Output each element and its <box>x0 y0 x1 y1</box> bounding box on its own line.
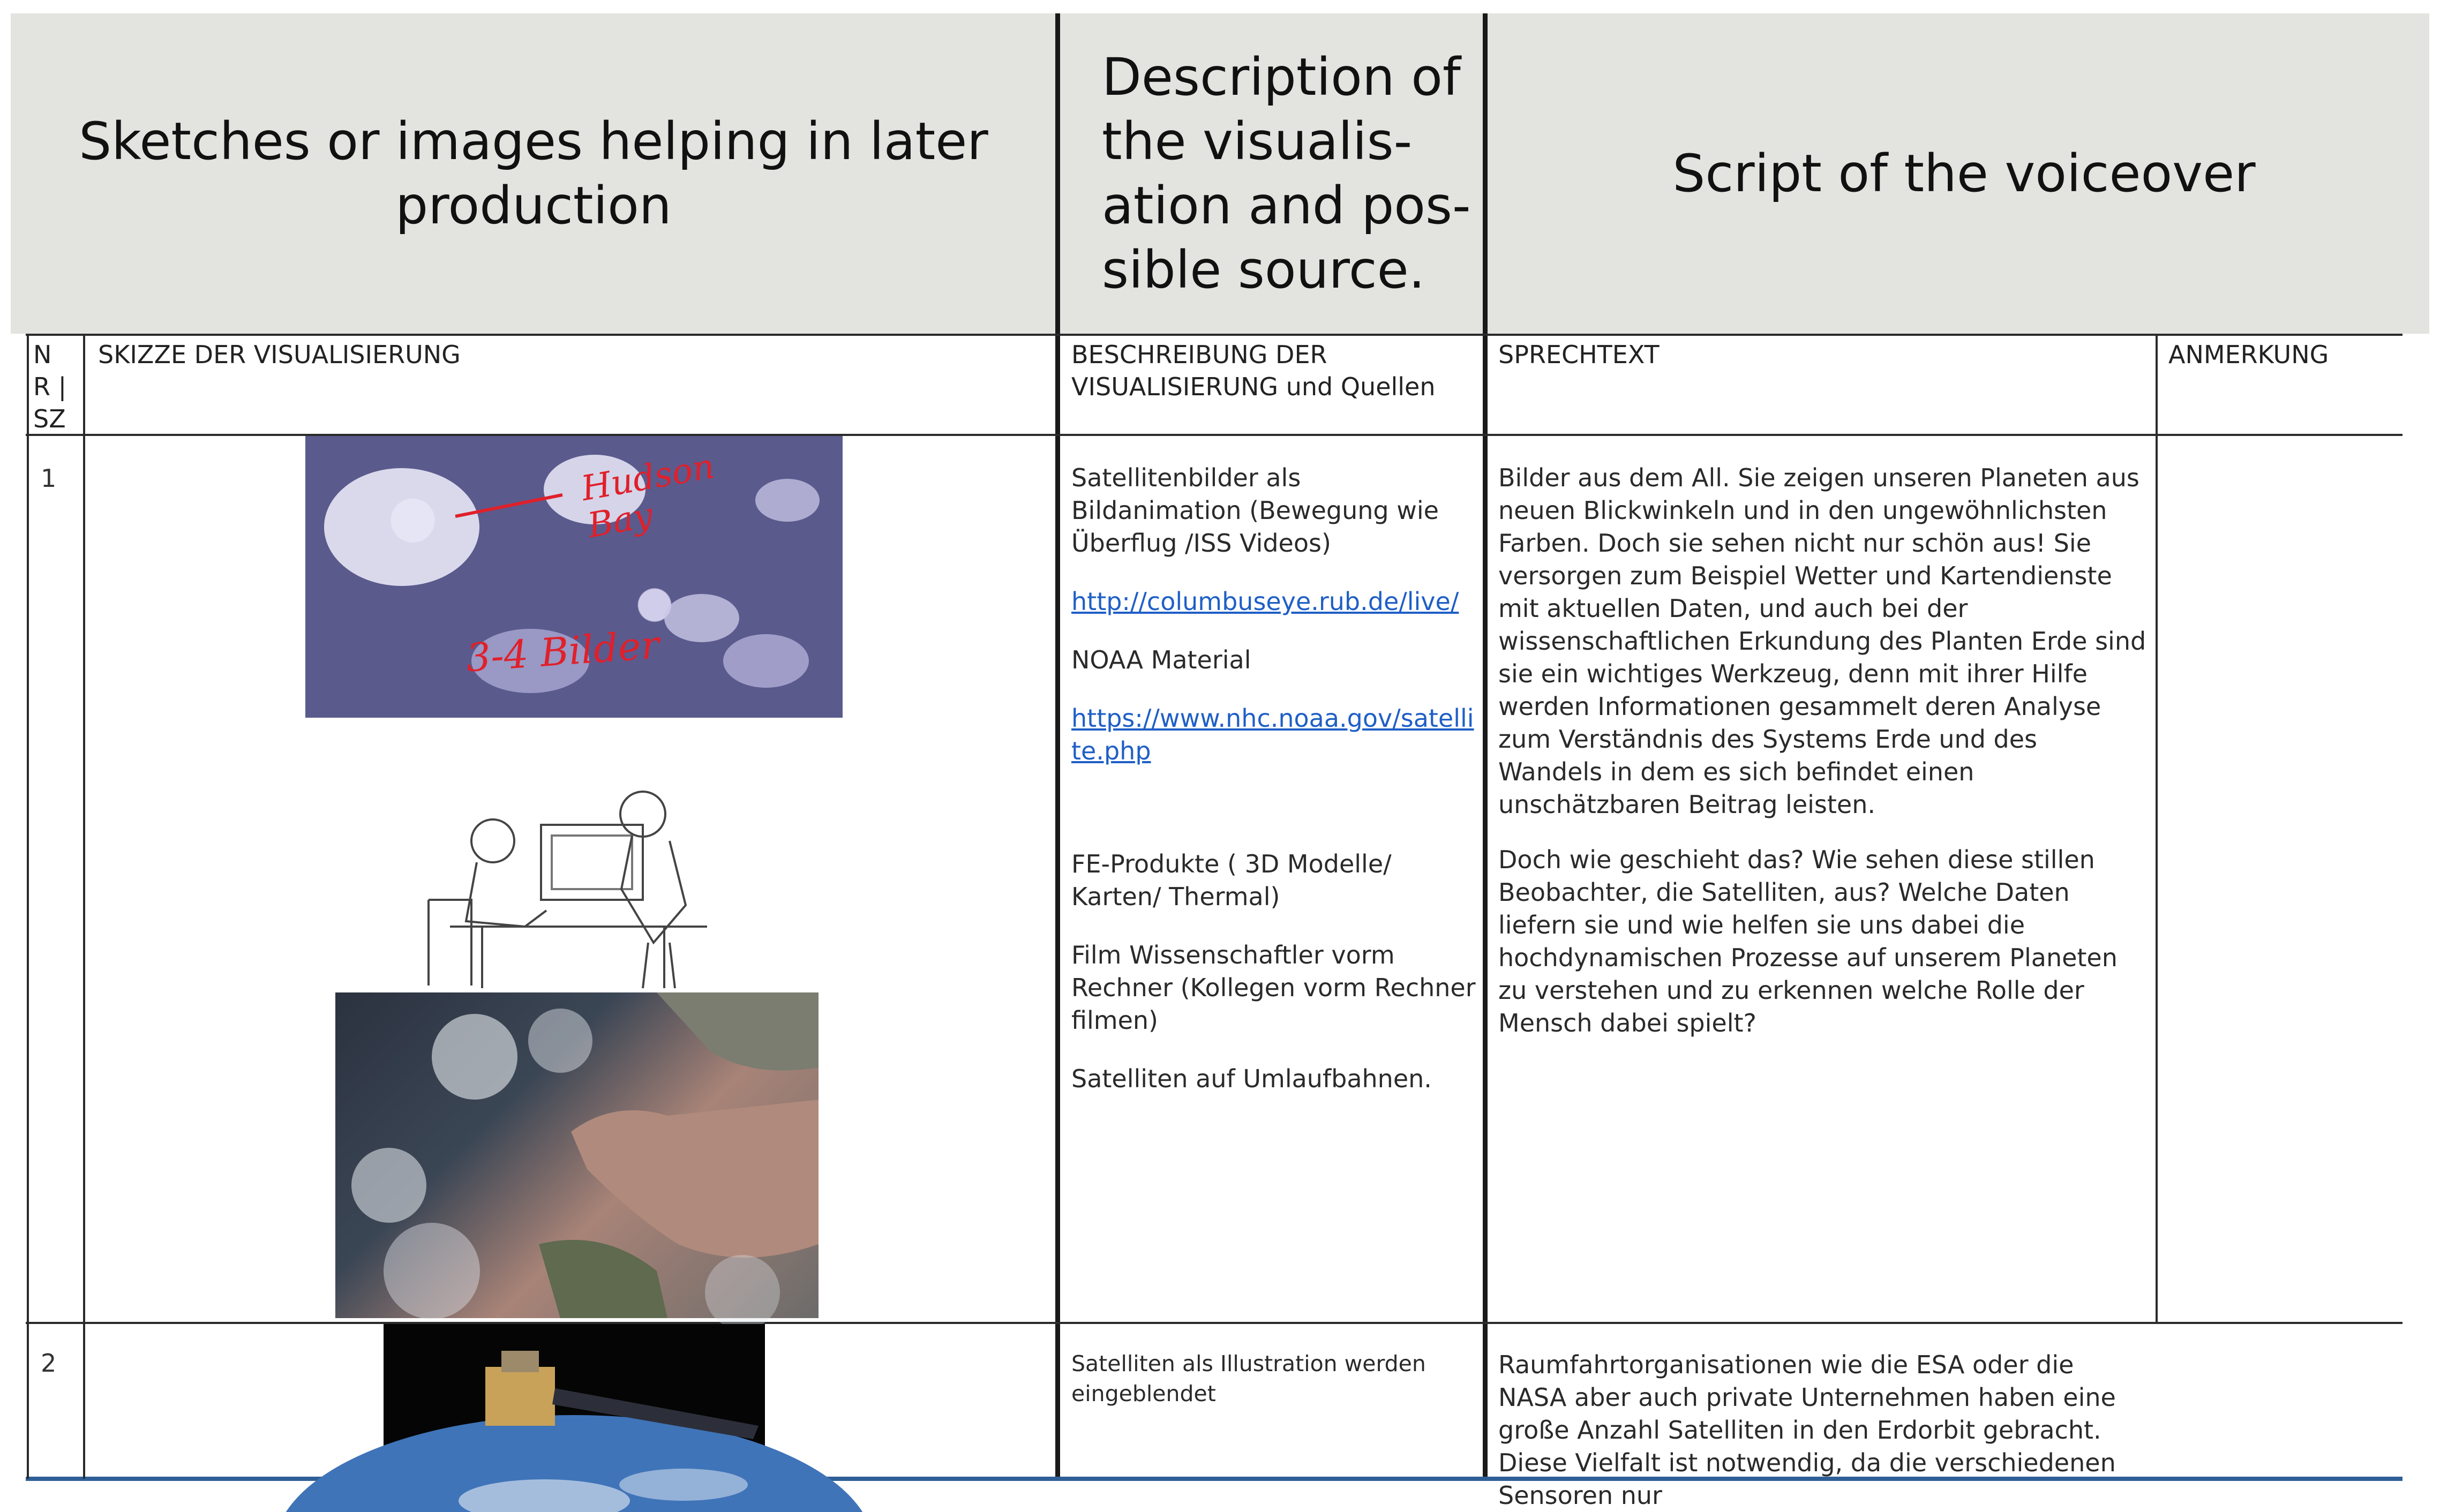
col-line-1 <box>83 334 85 1479</box>
annotation-3-4-bilder: 3-4 Bilder <box>464 622 661 681</box>
description-item: Satelliten auf Umlaufbahnen. <box>1071 1064 1432 1093</box>
header-band <box>11 13 2429 334</box>
col-line-4 <box>2156 334 2158 1322</box>
row-number: 2 <box>41 1349 57 1378</box>
header-sketches: Sketches or images helping in later production <box>79 111 988 236</box>
colhead-sketch: SKIZZE DER VISUALISIERUNG <box>98 340 461 369</box>
row-1-speech <box>1498 462 2146 1065</box>
header-divider-1 <box>1055 13 1060 1481</box>
annotation-hudson-bay: Hudson Bay <box>578 446 718 546</box>
satellite-in-orbit-image <box>384 1324 765 1477</box>
colhead-note: ANMERKUNG <box>2168 340 2329 369</box>
header-divider-2 <box>1483 13 1488 1481</box>
row-1-border <box>26 1322 2403 1324</box>
description-item: NOAA Material <box>1071 645 1251 674</box>
noaa-link[interactable]: https://www.nhc.noaa.gov/satellite.php <box>1071 704 1474 765</box>
columbuseye-link[interactable]: http://columbuseye.rub.de/live/ <box>1071 587 1459 616</box>
scientists-at-computer-sketch <box>418 782 739 991</box>
table-top-border <box>26 334 2403 336</box>
description-item: Film Wissenschaftler vorm Rechner (Kollegen vorm Rechner filmen) <box>1071 941 1476 1035</box>
description-item: Satellitenbilder als Bildanimation (Bewegung wie Überflug /ISS Videos) <box>1071 463 1439 558</box>
colhead-speech: SPRECHTEXT <box>1498 340 1660 369</box>
header-description: Description of the visualis-ation and pos-sible source. <box>1102 47 1471 300</box>
speech-paragraph: Doch wie geschieht das? Wie sehen diese stillen Beobachter, die Satelliten, aus? Welche Daten liefern sie und wie helfen sie uns dabei die hochdynamischen Prozesse auf unserem Planeten zu verstehen und zu erkennen welche Rolle der Mensch dabei spielt? <box>1498 845 2118 1037</box>
description-item: FE-Produkte ( 3D Modelle/ Karten/ Thermal) <box>1071 849 1392 911</box>
header-script: Script of the voiceover <box>1672 144 2256 204</box>
row-2-speech: Raumfahrtorganisationen wie die ESA oder die NASA aber auch private Unternehmen haben eine große Anzahl Satelliten in den Erdorbit gebracht. Diese Vielfalt ist notwendig, da die verschiedenen Sensoren nur <box>1498 1350 2116 1510</box>
colhead-description: BESCHREIBUNG DER VISUALISIERUNG und Quellen <box>1071 340 1436 401</box>
row-1-description <box>1071 462 1478 1121</box>
earth-satellite-image <box>335 992 819 1318</box>
speech-paragraph: Bilder aus dem All. Sie zeigen unseren Planeten aus neuen Blickwinkeln und in den ungewöhnlichsten Farben. Doch sie sehen nicht nur schön aus! Sie versorgen zum Beispiel Wetter und Kartendienste mit aktuellen Daten, und auch bei der wissenschaftlichen Erkundung des Planten Erde sind sie ein wichtiges Werkzeug, denn mit ihrer Hilfe werden Informationen gesammelt deren Analyse zum Verständnis des Systems Erde und des Wandels in dem es sich befindet einen unschätzbaren Beitrag leisten. <box>1498 463 2146 819</box>
colhead-nr: N R | SZ <box>33 340 67 433</box>
col-line-0 <box>27 334 29 1479</box>
row-number: 1 <box>41 464 57 493</box>
row-2-description: Satelliten als Illustration werden eingeblendet <box>1071 1351 1426 1406</box>
sea-ice-satellite-image <box>305 436 843 718</box>
